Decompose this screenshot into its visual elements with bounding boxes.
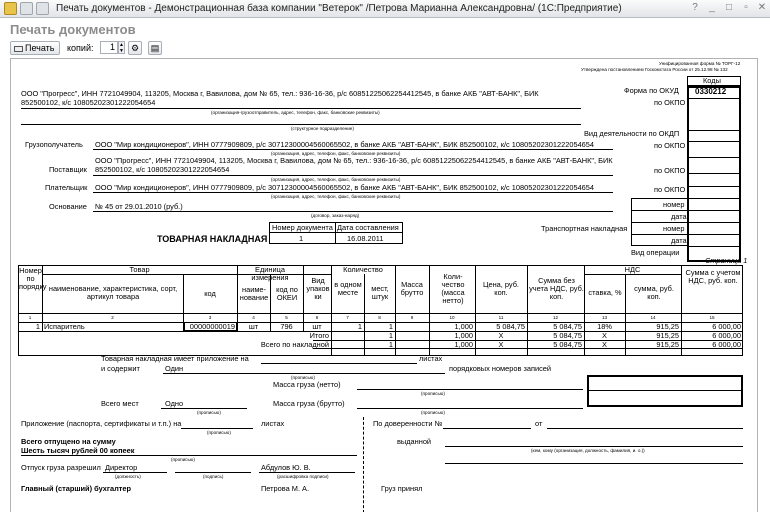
settings-button[interactable]	[128, 41, 142, 55]
ot-label: от	[535, 419, 543, 428]
supplier-line1: ООО "Прогресс", ИНН 7721049904, 113205, Москва г, Вавилова, дом № 65, тел.: 936-16-36, р/с 60851225062254412545, в банке АКБ "АВТ-БАНК", БИК	[95, 156, 613, 165]
colnum: 6	[315, 315, 319, 320]
vsego-price: X	[498, 340, 504, 349]
cap-words-2: (прописью)	[421, 391, 445, 396]
okpo-label-1: по ОКПО	[654, 98, 686, 107]
h-net: Коли- чество (масса нетто)	[441, 272, 465, 305]
cargo-accepted-label: Груз принял	[381, 484, 423, 493]
consignee-value: ООО "Мир кондиционеров", ИНН 0777909809, р/с 30712300004560065502, в банке АКБ "АВТ-БАНК", БИК 852500102, к/с 10805202301222054654	[95, 140, 595, 149]
colnum: 1	[28, 315, 32, 320]
colnum: 14	[650, 315, 656, 320]
window-menu-icon[interactable]	[20, 2, 33, 15]
cell-okei: 796	[280, 322, 293, 331]
accountant-name: Петрова М. А.	[261, 484, 310, 493]
colnum: 12	[552, 315, 559, 320]
copies-field[interactable]: 1	[100, 41, 118, 54]
restore-button[interactable]: ▫	[744, 2, 748, 13]
cell-pack: шт	[312, 322, 322, 331]
page-title: Печать документов	[10, 22, 136, 37]
cap-decode-1: (расшифровка подписи)	[277, 474, 329, 479]
cap-org-1: (организация-грузоотправитель, адрес, телефон, факс, банковские реквизиты)	[211, 110, 380, 115]
basis-value: № 45 от 29.01.2010 (руб.)	[95, 202, 183, 211]
vsego-label: Всего по накладной	[260, 340, 329, 349]
nomer-1: номер	[663, 200, 685, 209]
proxy-label: По доверенности №	[373, 419, 443, 428]
colnum: 7	[346, 315, 349, 320]
itogo-net: 1,000	[454, 331, 473, 340]
cap-words-3: (прописью)	[197, 410, 221, 415]
printer-icon	[14, 46, 23, 52]
print-label: Печать	[25, 43, 55, 53]
h-unit-name: наиме- нование	[239, 285, 269, 302]
cell-code: 00000000019	[189, 322, 235, 331]
release-name: Абдулов Ю. В.	[261, 463, 311, 472]
itogo-price: X	[498, 331, 504, 340]
approved-note: Утверждена постановлением Госкомстата России от 25.12.98 № 132	[581, 67, 728, 72]
cell-num: 1	[35, 322, 40, 331]
payer-label: Плательщик	[45, 183, 88, 192]
cell-vat: 915,25	[656, 322, 679, 331]
copies-label: копий:	[67, 43, 94, 53]
h-gross: Масса брутто	[400, 280, 424, 297]
cap-addr-3: (организация, адрес, телефон, факс, банковские реквизиты)	[271, 194, 401, 199]
supplier-label: Поставщик	[49, 165, 87, 174]
okdp-label: Вид деятельности по ОКДП	[584, 129, 680, 138]
page-icon: ▤	[150, 43, 160, 53]
colnum: 8	[378, 315, 381, 320]
vid-operacii-label: Вид операции	[631, 248, 680, 257]
h-places: мест, штук	[371, 284, 389, 301]
cap-words-6: (прописью)	[171, 457, 195, 462]
preview-button[interactable]	[148, 41, 162, 55]
close-button[interactable]: ✕	[757, 2, 767, 13]
h-num: Номер по порядку	[19, 266, 47, 291]
itogo-total: 6 000,00	[712, 331, 741, 340]
itogo-vat: 915,25	[656, 331, 679, 340]
vsego-total: 6 000,00	[712, 340, 741, 349]
attach-label: Товарная накладная имеет приложение на	[101, 354, 249, 363]
seq-label: порядковых номеров записей	[449, 364, 552, 373]
cap-addr-2: (организация, адрес, телефон, факс, банковские реквизиты)	[271, 177, 401, 182]
shipper-line2: 852500102, к/с 10805202301222054654	[21, 98, 156, 107]
mass-box	[587, 375, 743, 407]
shipper-line1: ООО "Прогресс", ИНН 7721049904, 113205, Москва г, Вавилова, дом № 65, тел.: 936-16-36, р/с 60851225062254412545, в банке АКБ "АВТ-БАНК", БИК	[21, 89, 539, 98]
copies-stepper[interactable]: ▲ ▼	[119, 42, 124, 54]
okud-code: 0330212	[695, 87, 727, 96]
vsego-sum: 5 084,75	[553, 340, 582, 349]
contains-value: Один	[165, 364, 184, 373]
listah-2: листах	[261, 419, 285, 428]
unified-form: Унифицированная форма № ТОРГ-12	[659, 61, 741, 66]
cap-words-4: (прописью)	[421, 410, 445, 415]
cap-words-1: (прописью)	[291, 375, 315, 380]
doc-num-header: Номер документа	[272, 223, 333, 232]
h-sum-novat: Сумма без учета НДС, руб. коп.	[529, 276, 584, 301]
consignee-label: Грузополучатель	[25, 140, 83, 149]
h-rate: ставка, %	[588, 288, 622, 297]
doc-num: 1	[299, 234, 304, 243]
colnum: 10	[449, 315, 455, 320]
cap-pos-1: (должность)	[115, 474, 141, 479]
cap-addr-1: (организация, адрес, телефон, факс, банковские реквизиты)	[271, 151, 401, 156]
okpo-label-3: по ОКПО	[654, 166, 686, 175]
issued-label: выданной	[397, 437, 432, 446]
page-header	[0, 18, 770, 40]
colnum: 5	[285, 315, 288, 320]
cap-words-5: (прописью)	[207, 430, 231, 435]
vsego-rate: X	[602, 340, 607, 349]
h-goods-name: наименование, характеристика, сорт, артикул товара	[48, 284, 178, 301]
data-1: дата	[671, 212, 687, 221]
release-label: Отпуск груза разрешил	[21, 463, 101, 472]
h-okei: код по ОКЕИ	[276, 285, 298, 302]
places-total-value: Одно	[165, 399, 184, 408]
transport-label: Транспортная накладная	[541, 224, 628, 233]
itogo-places: 1	[388, 331, 393, 340]
colnum: 13	[601, 315, 608, 320]
h-unit: Единица измерения	[251, 265, 289, 282]
window-title: Печать документов - Демонстрационная база компании "Ветерок" /Петрова Марианна Александровна/ (1С:Предприятие)	[56, 3, 622, 14]
h-in-one: в одном месте	[334, 280, 362, 297]
h-total: Сумма с учетом НДС, руб. коп.	[685, 268, 741, 285]
gear-icon: ⚙	[130, 43, 140, 53]
toolbar	[0, 40, 770, 56]
cap-contract: (договор, заказ-наряд)	[311, 213, 360, 218]
h-goods: Товар	[129, 265, 150, 274]
data-2: дата	[671, 236, 687, 245]
codes-header: Коды	[703, 76, 721, 85]
cell-price: 5 084,75	[496, 322, 525, 331]
cell-rate: 18%	[597, 322, 612, 331]
cell-net: 1,000	[454, 322, 473, 331]
title-bar	[0, 0, 770, 18]
doc-date: 16.08.2011	[347, 234, 384, 243]
cap-who: (кем, кому (организация, должность, фамилия, и. о.))	[531, 448, 645, 453]
colnum: 3	[208, 315, 212, 320]
cell-unit: шт	[248, 322, 259, 331]
codes-column	[687, 86, 741, 262]
doc-title: ТОВАРНАЯ НАКЛАДНАЯ	[157, 234, 268, 244]
help-icon[interactable]: ?	[692, 2, 698, 13]
total-words: Шесть тысяч рублей 00 копеек	[21, 446, 135, 455]
cell-places: 1	[388, 322, 393, 331]
nomer-2: номер	[663, 224, 685, 233]
doc-date-header: Дата составления	[337, 223, 399, 232]
cell-name: Испаритель	[44, 322, 85, 331]
release-position: Директор	[105, 463, 138, 472]
accountant-label: Главный (старший) бухгалтер	[21, 484, 132, 493]
total-label: Всего отпущено на сумму	[21, 437, 116, 446]
payer-value: ООО "Мир кондиционеров", ИНН 0777909809, р/с 30712300004560065502, в банке АКБ "АВТ-БАНК", БИК 852500102, к/с 10805202301222054654	[95, 183, 595, 192]
gross-mass-label: Масса груза (брутто)	[273, 399, 345, 408]
places-total-label: Всего мест	[101, 399, 139, 408]
cell-in-one: 1	[357, 322, 362, 331]
colnum: 9	[410, 315, 414, 320]
vsego-vat: 915,25	[656, 340, 679, 349]
contains-label: и содержит	[101, 364, 140, 373]
refresh-icon[interactable]	[36, 2, 49, 15]
page-number: Страница 1	[705, 256, 748, 265]
colnum: 4	[252, 315, 255, 320]
print-button[interactable]	[10, 41, 60, 55]
h-code: код	[204, 289, 216, 298]
okud-label: Форма по ОКУД	[624, 86, 679, 95]
okpo-label-2: по ОКПО	[654, 141, 686, 150]
cell-sum: 5 084,75	[553, 322, 582, 331]
listah-1: листах	[419, 354, 443, 363]
cell-total: 6 000,00	[712, 322, 741, 331]
h-vat-sum: сумма, руб. коп.	[634, 284, 674, 301]
vsego-places: 1	[388, 340, 393, 349]
h-price: Цена, руб. коп.	[483, 280, 519, 297]
minimize-button[interactable]: _	[709, 2, 715, 13]
basis-label: Основание	[49, 202, 87, 211]
itogo-rate: X	[602, 331, 607, 340]
itogo-sum: 5 084,75	[553, 331, 582, 340]
cap-sign-1: (подпись)	[203, 474, 224, 479]
itogo-label: Итого	[309, 331, 329, 340]
colnum: 2	[111, 315, 114, 320]
h-vat: НДС	[624, 265, 641, 274]
vsego-net: 1,000	[454, 340, 473, 349]
h-pack: Вид упаков ки	[306, 276, 330, 301]
print-preview[interactable]	[10, 58, 758, 512]
h-qty: Количество	[343, 265, 383, 274]
app-icon	[4, 2, 17, 15]
appendix-label: Приложение (паспорта, сертификаты и т.п.) на	[21, 419, 182, 428]
supplier-line2: 852500102, к/с 10805202301222054654	[95, 165, 230, 174]
net-mass-label: Масса груза (нетто)	[273, 380, 341, 389]
maximize-button[interactable]: □	[725, 2, 733, 13]
colnum: 11	[498, 315, 504, 320]
cap-unit: (структурное подразделение)	[291, 126, 354, 131]
okpo-label-4: по ОКПО	[654, 185, 686, 194]
colnum: 15	[709, 315, 715, 320]
